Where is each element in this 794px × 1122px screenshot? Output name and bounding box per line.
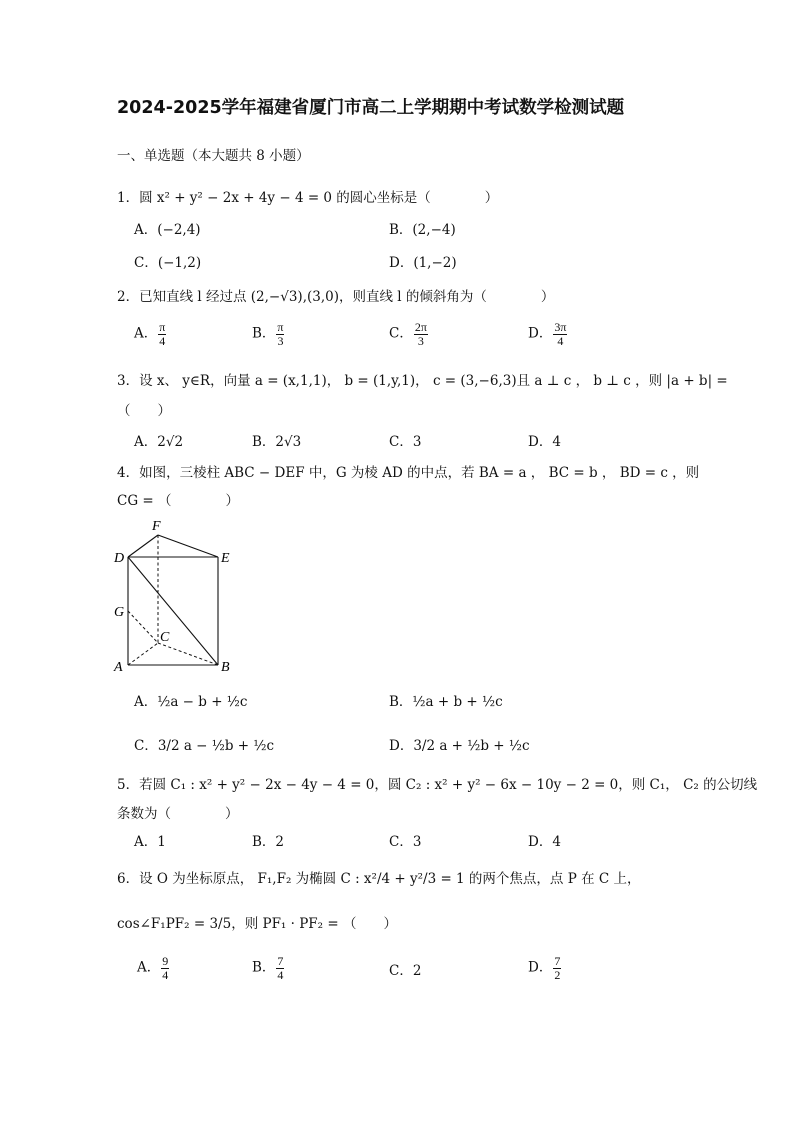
vertex-label-f: F bbox=[152, 519, 161, 534]
question-4-stem: 4．如图，三棱柱 ABC − DEF 中，G 为棱 AD 的中点，若 BA = a ， BC = b ， BD = c ，则 bbox=[117, 465, 700, 481]
q6-option-a bbox=[137, 955, 170, 981]
q6-option-c bbox=[389, 963, 421, 979]
q6-option-a-numerator: 9 bbox=[162, 954, 169, 968]
q2-option-c-denominator: 3 bbox=[417, 333, 424, 348]
q6-option-b-fraction bbox=[276, 955, 284, 981]
q3-option-d: D．4 bbox=[528, 434, 561, 450]
question-6-stem-continued: cos∠F₁PF₂ = 3/5，则 PF₁ · PF₂ = （ ） bbox=[117, 916, 397, 932]
q4-option-d: D．3/2 a + ½b + ½c bbox=[389, 738, 530, 754]
q2-option-c-label: C． bbox=[389, 325, 413, 342]
q4-option-b: B．½a + b + ½c bbox=[389, 694, 503, 710]
q6-option-d-fraction bbox=[553, 955, 561, 981]
q2-option-b-fraction bbox=[276, 321, 284, 347]
question-6-stem: 6．设 O 为坐标原点， F₁,F₂ 为椭圆 C : x²/4 + y²/3 = 1 的两个焦点，点 P 在 C 上， bbox=[117, 871, 641, 887]
q4-option-a: A．½a − b + ½c bbox=[134, 694, 248, 710]
q6-option-b-label: B． bbox=[252, 959, 276, 976]
q2-option-d-fraction bbox=[553, 321, 567, 347]
q2-option-a-denominator: 4 bbox=[159, 333, 166, 348]
q5-option-b: B．2 bbox=[252, 834, 285, 850]
question-5-stem-continued: 条数为（ ） bbox=[117, 806, 239, 822]
hidden-segment-GC bbox=[128, 611, 158, 643]
question-5-stem: 5．若圆 C₁ : x² + y² − 2x − 4y − 4 = 0，圆 C₂ : x² + y² − 6x − 10y − 2 = 0，则 C₁， C₂ 的公切线 bbox=[117, 777, 758, 793]
q3-option-b: B．2√3 bbox=[252, 434, 302, 450]
q6-option-b bbox=[252, 955, 285, 981]
q2-option-a-fraction bbox=[158, 321, 166, 347]
q2-option-a-label: A． bbox=[134, 325, 158, 342]
question-2-stem: 2．已知直线 l 经过点 (2,−√3),(3,0)，则直线 l 的倾斜角为（ ） bbox=[117, 289, 555, 305]
q2-option-a bbox=[134, 321, 167, 347]
q6-option-a-denominator: 4 bbox=[162, 967, 169, 982]
q2-option-b-numerator: π bbox=[277, 320, 284, 334]
q2-option-c-fraction bbox=[414, 321, 428, 347]
q6-option-c-label: C． bbox=[389, 963, 413, 979]
q2-option-c bbox=[389, 321, 429, 347]
q6-option-d-label: D． bbox=[528, 959, 553, 976]
question-4-stem-continued: CG = （ ） bbox=[117, 493, 240, 509]
q6-option-d-numerator: 7 bbox=[554, 954, 561, 968]
q3-option-c: C．3 bbox=[389, 434, 422, 450]
q6-option-a-label: A． bbox=[137, 959, 161, 976]
q2-option-d-numerator: 3π bbox=[554, 320, 567, 334]
q1-option-b: B．(2,−4) bbox=[389, 222, 456, 238]
q1-option-a: A．(−2,4) bbox=[134, 222, 201, 238]
q6-option-a-fraction bbox=[161, 955, 169, 981]
q2-option-d-denominator: 4 bbox=[557, 333, 564, 348]
q6-option-d-denominator: 2 bbox=[554, 967, 561, 982]
vertex-label-d: D bbox=[114, 551, 125, 566]
diagonal-DB bbox=[128, 557, 218, 665]
page-title: 2024-2025学年福建省厦门市高二上学期期中考试数学检测试题 bbox=[117, 98, 625, 118]
section-header: 一、单选题（本大题共 8 小题） bbox=[117, 148, 310, 164]
vertex-label-b: B bbox=[221, 660, 230, 675]
q4-option-c: C．3/2 a − ½b + ½c bbox=[134, 738, 275, 754]
q2-option-b bbox=[252, 321, 285, 347]
q5-option-a: A．1 bbox=[134, 834, 166, 850]
q6-option-c-value: 2 bbox=[412, 963, 422, 979]
q5-option-d: D．4 bbox=[528, 834, 561, 850]
hidden-edge-AC bbox=[128, 643, 158, 665]
question-1-stem: 1．圆 x² + y² − 2x + 4y − 4 = 0 的圆心坐标是（ ） bbox=[117, 190, 499, 206]
q2-option-c-numerator: 2π bbox=[414, 320, 427, 334]
edge-DF bbox=[128, 535, 158, 557]
q2-option-d bbox=[528, 321, 568, 347]
q1-option-d: D．(1,−2) bbox=[389, 255, 457, 271]
q6-option-b-numerator: 7 bbox=[277, 954, 284, 968]
triangular-prism-figure bbox=[108, 515, 238, 677]
question-3-stem: 3．设 x、 y∈R，向量 a = (x,1,1)， b = (1,y,1)， c = (3,−6,3)且 a ⊥ c ， b ⊥ c ，则 |a + b| = bbox=[117, 373, 728, 389]
vertex-label-g: G bbox=[114, 605, 125, 620]
q6-option-b-denominator: 4 bbox=[277, 967, 284, 982]
vertex-label-a: A bbox=[114, 660, 123, 675]
q1-option-c: C．(−1,2) bbox=[134, 255, 202, 271]
q5-option-c: C．3 bbox=[389, 834, 422, 850]
q3-option-a: A．2√2 bbox=[134, 434, 184, 450]
q6-option-d bbox=[528, 955, 562, 981]
q2-option-a-numerator: π bbox=[159, 320, 166, 334]
q2-option-b-label: B． bbox=[252, 325, 276, 342]
q2-option-d-label: D． bbox=[528, 325, 553, 342]
vertex-label-e: E bbox=[221, 551, 230, 566]
q2-option-b-denominator: 3 bbox=[277, 333, 284, 348]
vertex-label-c: C bbox=[160, 630, 170, 645]
edge-FE bbox=[158, 535, 218, 557]
question-3-stem-continued: （ ） bbox=[117, 403, 171, 419]
